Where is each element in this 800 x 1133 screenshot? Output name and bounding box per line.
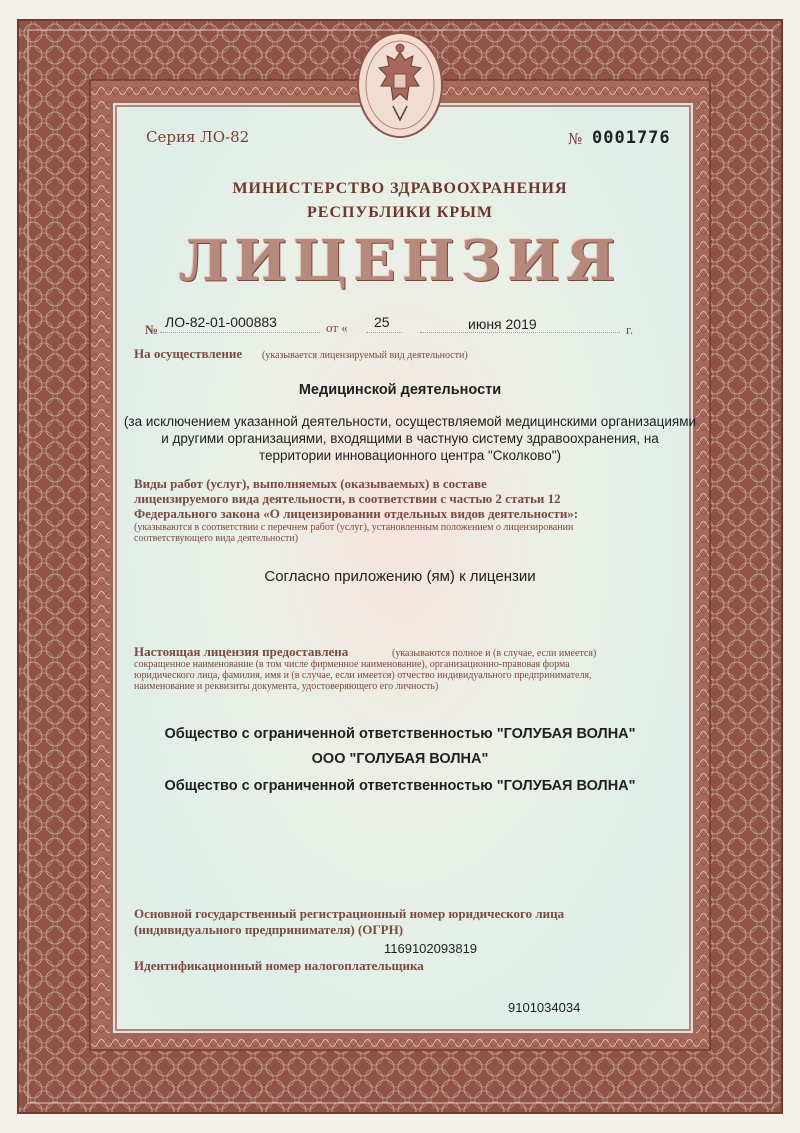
holder-hint-line-3: юридического лица, фамилия, имя и (в случае, если имеется) отчество индивидуального предпринимателя, — [134, 670, 592, 681]
holder-full-name: Общество с ограниченной ответственностью "ГОЛУБАЯ ВОЛНА" — [164, 726, 636, 742]
ogrn-value: 1169102093819 — [384, 941, 478, 956]
holder-hint-line-1: (указываются полное и (в случае, если имеется) — [392, 648, 597, 659]
activity-hint: (указывается лицензируемый вид деятельности) — [262, 350, 468, 361]
holder-brand-name: Общество с ограниченной ответственностью "ГОЛУБАЯ ВОЛНА" — [164, 778, 636, 794]
holder-label: Настоящая лицензия предоставлена — [134, 644, 349, 659]
ogrn-label-line-2: (индивидуального предпринимателя) (ОГРН) — [134, 922, 404, 937]
coat-of-arms-emblem — [355, 30, 445, 140]
works-label-line-2: лицензируемого вида деятельности, в соответствии с частью 2 статьи 12 — [134, 491, 561, 506]
license-number-prefix: № — [145, 322, 159, 337]
works-hint-line-1: (указываются в соответствии с перечнем работ (услуг), установленным положением о лицензировании — [134, 522, 574, 533]
ministry-line-1: МИНИСТЕРСТВО ЗДРАВООХРАНЕНИЯ — [232, 180, 568, 197]
document-title: ЛИЦЕНЗИЯ — [178, 228, 622, 294]
number-prefix: № — [568, 130, 583, 148]
ogrn-label-line-1: Основной государственный регистрационный номер юридического лица — [134, 906, 565, 921]
license-number-line — [160, 332, 320, 333]
holder-short-name: ООО "ГОЛУБАЯ ВОЛНА" — [311, 751, 489, 767]
series-label: Серия ЛО-82 — [146, 128, 250, 146]
works-label-line-3: Федерального закона «О лицензировании отдельных видов деятельности»: — [134, 506, 579, 521]
day-line — [366, 332, 402, 333]
inn-value: 9101034034 — [508, 1000, 581, 1015]
inn-label: Идентификационный номер налогоплательщика — [134, 958, 424, 973]
license-month-year: июня 2019 — [468, 316, 537, 332]
form-number: 0001776 — [592, 128, 671, 148]
activity-note-line-1: (за исключением указанной деятельности, осуществляемой медицинскими организациями — [123, 414, 697, 429]
date-from-label: от « — [326, 320, 348, 335]
month-line — [420, 332, 620, 333]
activity-note-line-3: территории инновационного центра "Сколково") — [258, 448, 562, 463]
license-number: ЛО-82-01-000883 — [165, 314, 277, 330]
year-suffix: г. — [626, 322, 634, 337]
activity-value: Медицинской деятельности — [298, 382, 502, 398]
ministry-line-2: РЕСПУБЛИКИ КРЫМ — [307, 204, 493, 221]
holder-hint-line-4: наименование и реквизиты документа, удостоверяющего его личность) — [134, 681, 439, 692]
works-label-line-1: Виды работ (услуг), выполняемых (оказываемых) в составе — [134, 476, 487, 491]
works-value: Согласно приложению (ям) к лицензии — [264, 568, 536, 585]
license-day: 25 — [374, 314, 390, 330]
activity-label: На осуществление — [134, 346, 243, 361]
holder-hint-line-2: сокращенное наименование (в том числе фирменное наименование), организационно-правовая форма — [134, 659, 570, 670]
works-hint-line-2: соответствующего вида деятельности) — [134, 533, 299, 544]
activity-note-line-2: и другими организациями, входящими в частную систему здравоохранения, на — [161, 431, 659, 446]
